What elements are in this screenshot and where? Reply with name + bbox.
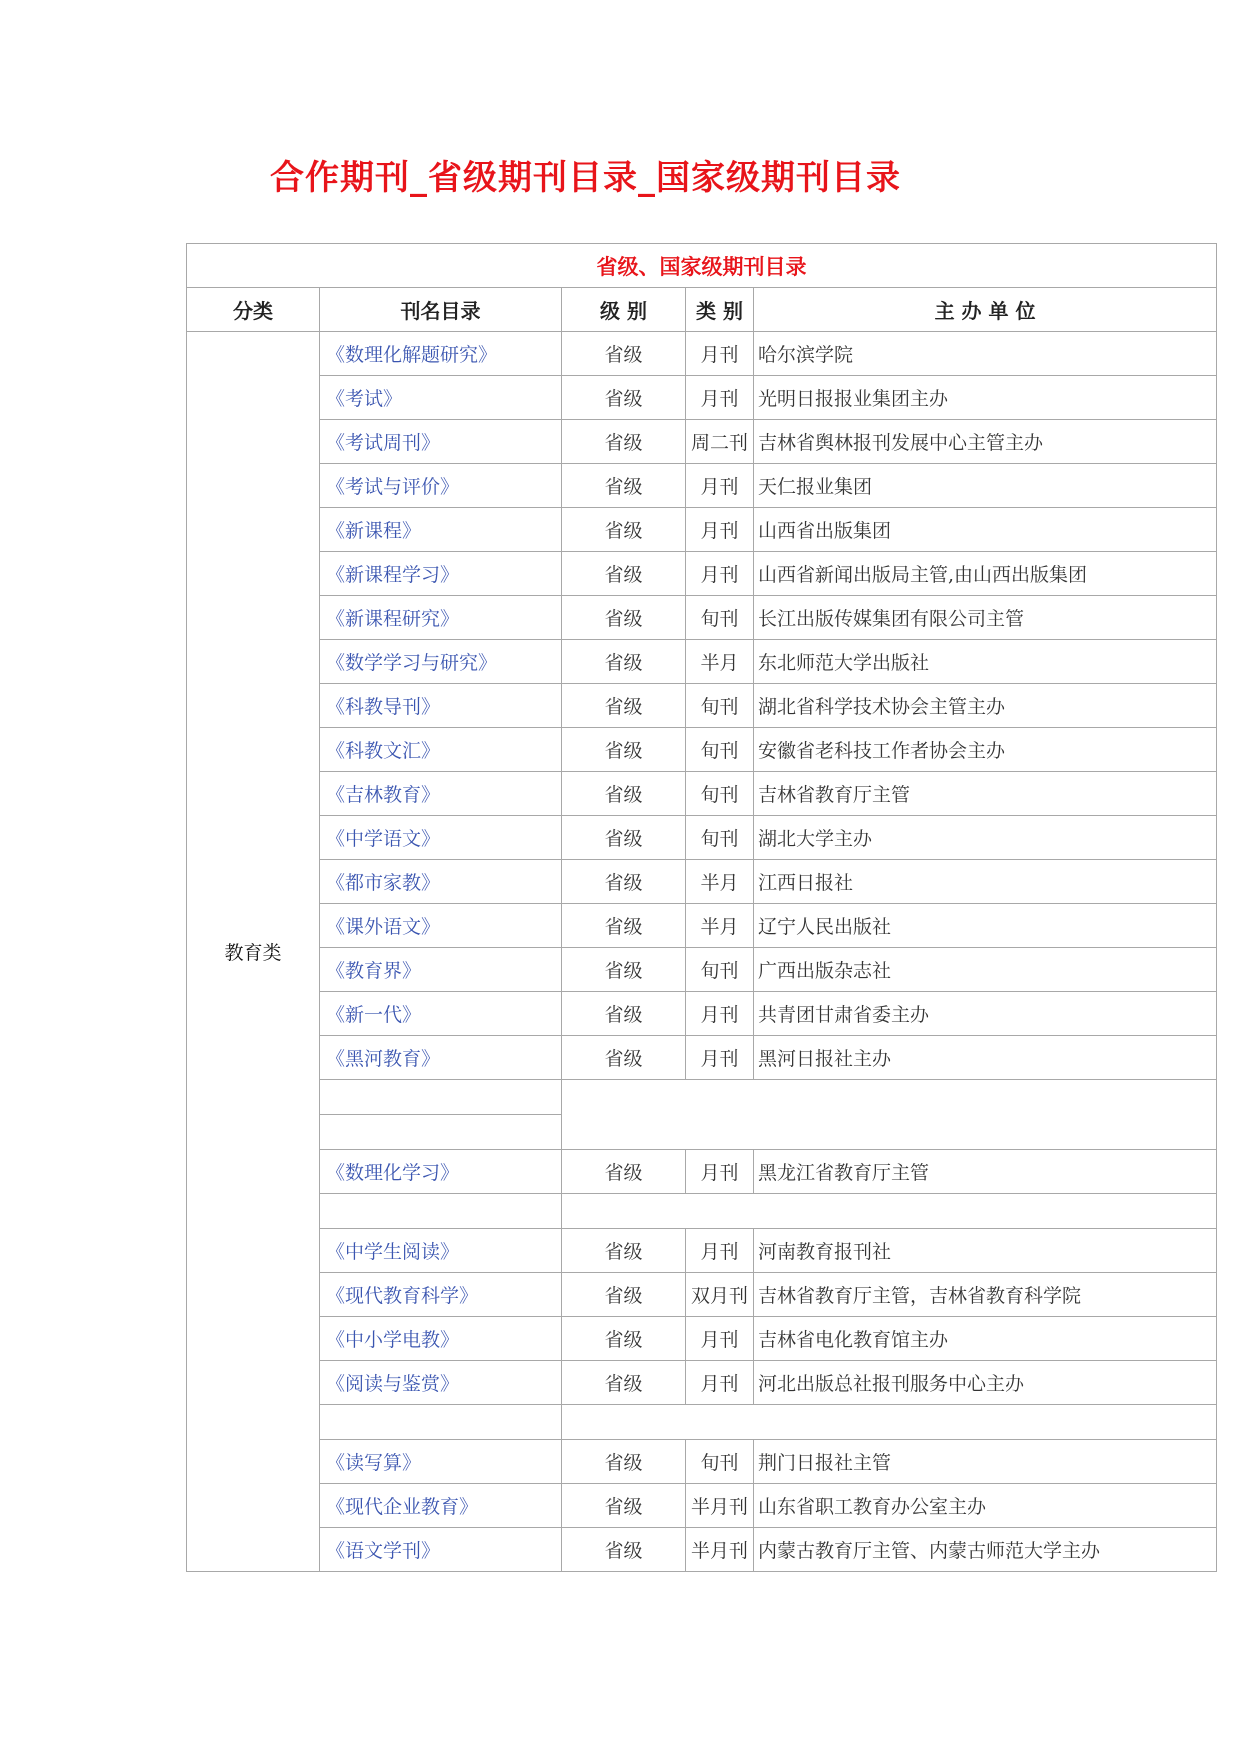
journal-table xyxy=(186,243,1217,1572)
table-row xyxy=(187,816,1217,860)
table-row xyxy=(187,860,1217,904)
journal-organizer: 黑河日报社主办 xyxy=(754,1036,1217,1080)
journal-name-link[interactable]: 《科教文汇》 xyxy=(320,728,562,772)
table-row xyxy=(187,640,1217,684)
table-row xyxy=(187,332,1217,376)
journal-frequency: 旬刊 xyxy=(686,948,754,992)
journal-organizer: 吉林省舆林报刊发展中心主管主办 xyxy=(754,420,1217,464)
journal-level: 省级 xyxy=(562,596,686,640)
journal-frequency: 月刊 xyxy=(686,332,754,376)
table-caption-row xyxy=(187,244,1217,288)
journal-frequency: 旬刊 xyxy=(686,684,754,728)
header-organizer: 主 办 单 位 xyxy=(754,288,1217,332)
journal-name-link[interactable]: 《数理化解题研究》 xyxy=(320,332,562,376)
journal-name-link[interactable]: 《考试》 xyxy=(320,376,562,420)
journal-organizer: 天仁报业集团 xyxy=(754,464,1217,508)
header-category: 分类 xyxy=(187,288,320,332)
journal-name-link[interactable]: 《新课程研究》 xyxy=(320,596,562,640)
table-row xyxy=(187,1150,1217,1194)
page-title: 合作期刊_省级期刊目录_国家级期刊目录 xyxy=(270,158,901,198)
empty-cell xyxy=(320,1405,562,1440)
journal-level: 省级 xyxy=(562,1036,686,1080)
empty-row xyxy=(187,1194,1217,1229)
journal-frequency: 月刊 xyxy=(686,992,754,1036)
journal-level: 省级 xyxy=(562,1229,686,1273)
journal-frequency: 半月刊 xyxy=(686,1528,754,1572)
table-row xyxy=(187,1440,1217,1484)
empty-cell xyxy=(320,1194,562,1229)
journal-frequency: 半月刊 xyxy=(686,1484,754,1528)
journal-name-link[interactable]: 《科教导刊》 xyxy=(320,684,562,728)
journal-name-link[interactable]: 《现代企业教育》 xyxy=(320,1484,562,1528)
journal-name-link[interactable]: 《读写算》 xyxy=(320,1440,562,1484)
journal-organizer: 山西省新闻出版局主管,由山西出版集团 xyxy=(754,552,1217,596)
journal-name-link[interactable]: 《新一代》 xyxy=(320,992,562,1036)
journal-level: 省级 xyxy=(562,992,686,1036)
journal-organizer: 哈尔滨学院 xyxy=(754,332,1217,376)
journal-organizer: 光明日报报业集团主办 xyxy=(754,376,1217,420)
journal-level: 省级 xyxy=(562,684,686,728)
journal-organizer: 东北师范大学出版社 xyxy=(754,640,1217,684)
journal-name-link[interactable]: 《中学生阅读》 xyxy=(320,1229,562,1273)
journal-name-link[interactable]: 《教育界》 xyxy=(320,948,562,992)
journal-name-link[interactable]: 《吉林教育》 xyxy=(320,772,562,816)
journal-name-link[interactable]: 《语文学刊》 xyxy=(320,1528,562,1572)
empty-merged-cell xyxy=(562,1405,1217,1440)
journal-name-link[interactable]: 《考试与评价》 xyxy=(320,464,562,508)
journal-organizer: 荆门日报社主管 xyxy=(754,1440,1217,1484)
table-row xyxy=(187,772,1217,816)
journal-level: 省级 xyxy=(562,772,686,816)
journal-level: 省级 xyxy=(562,552,686,596)
journal-name-link[interactable]: 《黑河教育》 xyxy=(320,1036,562,1080)
journal-level: 省级 xyxy=(562,420,686,464)
journal-frequency: 旬刊 xyxy=(686,728,754,772)
journal-frequency: 半月 xyxy=(686,860,754,904)
journal-level: 省级 xyxy=(562,376,686,420)
empty-row xyxy=(187,1405,1217,1440)
journal-name-link[interactable]: 《都市家教》 xyxy=(320,860,562,904)
journal-frequency: 旬刊 xyxy=(686,816,754,860)
journal-level: 省级 xyxy=(562,1440,686,1484)
table-row xyxy=(187,420,1217,464)
journal-name-link[interactable]: 《现代教育科学》 xyxy=(320,1273,562,1317)
table-row xyxy=(187,728,1217,772)
journal-organizer: 广西出版杂志社 xyxy=(754,948,1217,992)
table-row xyxy=(187,596,1217,640)
journal-level: 省级 xyxy=(562,816,686,860)
journal-level: 省级 xyxy=(562,728,686,772)
journal-name-link[interactable]: 《课外语文》 xyxy=(320,904,562,948)
journal-organizer: 黑龙江省教育厅主管 xyxy=(754,1150,1217,1194)
journal-organizer: 安徽省老科技工作者协会主办 xyxy=(754,728,1217,772)
journal-organizer: 内蒙古教育厅主管、内蒙古师范大学主办 xyxy=(754,1528,1217,1572)
journal-frequency: 月刊 xyxy=(686,1361,754,1405)
header-level: 级 别 xyxy=(562,288,686,332)
journal-organizer: 吉林省教育厅主管 xyxy=(754,772,1217,816)
table-row xyxy=(187,684,1217,728)
journal-frequency: 月刊 xyxy=(686,552,754,596)
empty-cell xyxy=(320,1115,562,1150)
journal-organizer: 共青团甘肃省委主办 xyxy=(754,992,1217,1036)
journal-level: 省级 xyxy=(562,464,686,508)
journal-frequency: 旬刊 xyxy=(686,1440,754,1484)
journal-organizer: 山东省职工教育办公室主办 xyxy=(754,1484,1217,1528)
empty-cell xyxy=(320,1080,562,1115)
journal-frequency: 旬刊 xyxy=(686,596,754,640)
journal-frequency: 半月 xyxy=(686,640,754,684)
table-row xyxy=(187,1317,1217,1361)
journal-frequency: 月刊 xyxy=(686,1229,754,1273)
journal-organizer: 长江出版传媒集团有限公司主管 xyxy=(754,596,1217,640)
journal-level: 省级 xyxy=(562,332,686,376)
table-row xyxy=(187,1361,1217,1405)
category-cell: 教育类 xyxy=(187,332,320,1572)
journal-frequency: 月刊 xyxy=(686,1150,754,1194)
journal-organizer: 河北出版总社报刊服务中心主办 xyxy=(754,1361,1217,1405)
journal-frequency: 月刊 xyxy=(686,376,754,420)
table-row xyxy=(187,992,1217,1036)
journal-organizer: 吉林省电化教育馆主办 xyxy=(754,1317,1217,1361)
journal-frequency: 半月 xyxy=(686,904,754,948)
table-row xyxy=(187,1528,1217,1572)
table-row xyxy=(187,508,1217,552)
journal-level: 省级 xyxy=(562,1150,686,1194)
journal-organizer: 辽宁人民出版社 xyxy=(754,904,1217,948)
table-row xyxy=(187,948,1217,992)
header-name: 刊名目录 xyxy=(320,288,562,332)
journal-level: 省级 xyxy=(562,1528,686,1572)
journal-level: 省级 xyxy=(562,1317,686,1361)
table-caption: 省级、国家级期刊目录 xyxy=(187,244,1217,288)
journal-level: 省级 xyxy=(562,860,686,904)
journal-frequency: 月刊 xyxy=(686,1036,754,1080)
journal-name-link[interactable]: 《数学学习与研究》 xyxy=(320,640,562,684)
table-row xyxy=(187,904,1217,948)
journal-organizer: 山西省出版集团 xyxy=(754,508,1217,552)
journal-level: 省级 xyxy=(562,1273,686,1317)
table-row xyxy=(187,552,1217,596)
table-header-row xyxy=(187,288,1217,332)
journal-organizer: 河南教育报刊社 xyxy=(754,1229,1217,1273)
journal-level: 省级 xyxy=(562,948,686,992)
journal-name-link[interactable]: 《中学语文》 xyxy=(320,816,562,860)
journal-frequency: 月刊 xyxy=(686,464,754,508)
journal-level: 省级 xyxy=(562,904,686,948)
journal-level: 省级 xyxy=(562,508,686,552)
journal-name-link[interactable]: 《中小学电教》 xyxy=(320,1317,562,1361)
journal-level: 省级 xyxy=(562,640,686,684)
empty-merged-cell xyxy=(562,1080,1217,1150)
journal-organizer: 湖北大学主办 xyxy=(754,816,1217,860)
table-row xyxy=(187,1036,1217,1080)
journal-frequency: 双月刊 xyxy=(686,1273,754,1317)
journal-frequency: 周二刊 xyxy=(686,420,754,464)
table-row xyxy=(187,1229,1217,1273)
journal-name-link[interactable]: 《新课程学习》 xyxy=(320,552,562,596)
empty-merged-cell xyxy=(562,1194,1217,1229)
header-frequency: 类 别 xyxy=(686,288,754,332)
journal-organizer: 湖北省科学技术协会主管主办 xyxy=(754,684,1217,728)
journal-frequency: 月刊 xyxy=(686,508,754,552)
journal-frequency: 旬刊 xyxy=(686,772,754,816)
journal-name-link[interactable]: 《阅读与鉴赏》 xyxy=(320,1361,562,1405)
table-row xyxy=(187,1273,1217,1317)
journal-organizer: 江西日报社 xyxy=(754,860,1217,904)
table-row xyxy=(187,1484,1217,1528)
empty-row xyxy=(187,1080,1217,1115)
table-row xyxy=(187,464,1217,508)
journal-frequency: 月刊 xyxy=(686,1317,754,1361)
journal-name-link[interactable]: 《数理化学习》 xyxy=(320,1150,562,1194)
journal-name-link[interactable]: 《考试周刊》 xyxy=(320,420,562,464)
journal-name-link[interactable]: 《新课程》 xyxy=(320,508,562,552)
journal-organizer: 吉林省教育厅主管，吉林省教育科学院 xyxy=(754,1273,1217,1317)
journal-level: 省级 xyxy=(562,1361,686,1405)
journal-level: 省级 xyxy=(562,1484,686,1528)
table-row xyxy=(187,376,1217,420)
